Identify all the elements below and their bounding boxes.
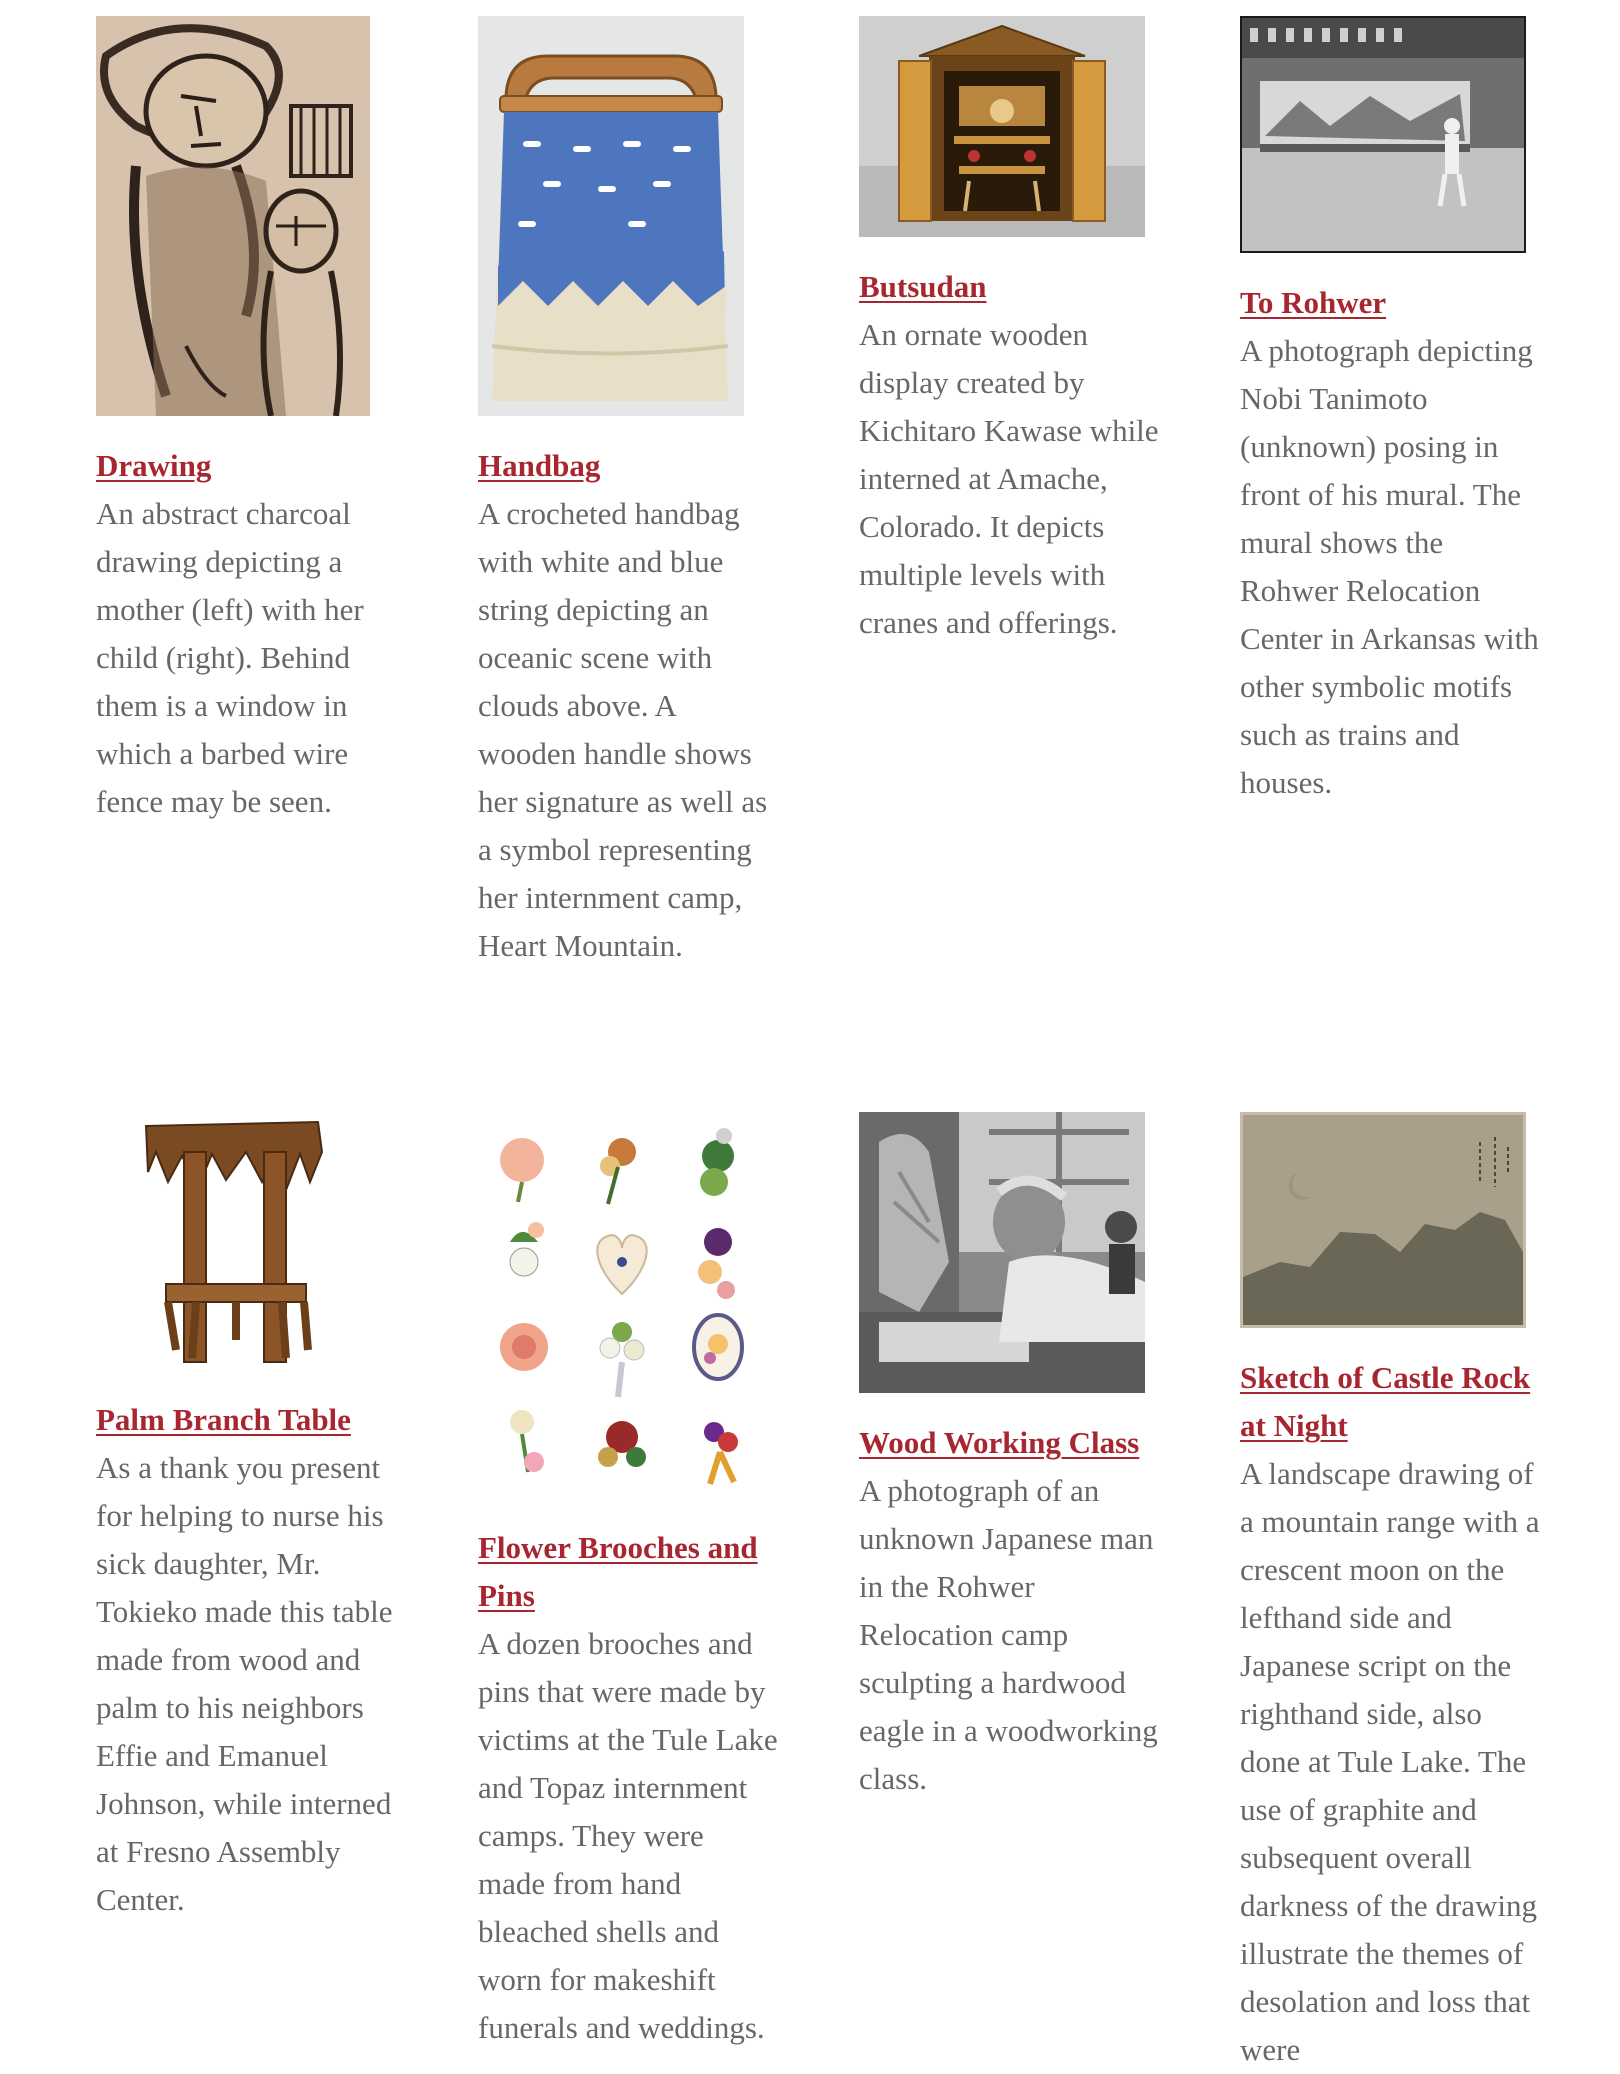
artifact-card-butsudan bbox=[859, 16, 1159, 647]
flower-brooches-image[interactable] bbox=[478, 1112, 764, 1498]
artifact-card-flower-brooches bbox=[478, 1112, 778, 2052]
artifact-card-wood-working-class bbox=[859, 1112, 1159, 1803]
artifact-card-to-rohwer bbox=[1240, 16, 1540, 807]
palm-table-image[interactable] bbox=[96, 1112, 382, 1370]
charcoal-drawing-image[interactable] bbox=[96, 16, 370, 416]
artifact-description: A photograph of an unknown Japanese man in the Rohwer Relocation camp sculpting a hardwood eagle in a woodworking class. bbox=[859, 1473, 1158, 1796]
castle-rock-sketch-image[interactable] bbox=[1240, 1112, 1526, 1328]
woodworking-photo-image[interactable] bbox=[859, 1112, 1145, 1393]
artifact-title-link[interactable]: Butsudan bbox=[859, 269, 987, 304]
artifact-title-link[interactable]: Handbag bbox=[478, 448, 601, 483]
artifact-description: As a thank you present for helping to nurse his sick daughter, Mr. Tokieko made this table made from wood and palm to his neighbors Effie and Emanuel Johnson, while interned at Fresno Assembly Center. bbox=[96, 1450, 393, 1917]
artifact-description: A photograph depicting Nobi Tanimoto (unknown) posing in front of his mural. The mural shows the Rohwer Relocation Center in Arkansas with other symbolic motifs such as trains and houses. bbox=[1240, 333, 1539, 800]
artifact-description: An ornate wooden display created by Kichitaro Kawase while interned at Amache, Colorado. It depicts multiple levels with cranes and offerings. bbox=[859, 317, 1159, 640]
artifact-description: A landscape drawing of a mountain range with a crescent moon on the lefthand side and Japanese script on the righthand side, also done at Tule Lake. The use of graphite and subsequent overall darkness of the drawing illustrate the themes of desolation and loss that were bbox=[1240, 1456, 1540, 2067]
artifact-title-link[interactable]: Flower Brooches and Pins bbox=[478, 1530, 758, 1613]
artifact-description: A crocheted handbag with white and blue string depicting an oceanic scene with clouds above. A wooden handle shows her signature as well as a symbol representing her internment camp, Heart Mountain. bbox=[478, 496, 768, 963]
artifact-title-link[interactable]: To Rohwer bbox=[1240, 285, 1387, 320]
mural-photograph-image[interactable] bbox=[1240, 16, 1526, 253]
butsudan-shrine-image[interactable] bbox=[859, 16, 1145, 237]
crocheted-handbag-image[interactable] bbox=[478, 16, 744, 416]
artifact-card-palm-branch-table bbox=[96, 1112, 396, 1924]
artifact-description: A dozen brooches and pins that were made by victims at the Tule Lake and Topaz internment camps. They were made from hand bleached shells and worn for makeshift funerals and weddings. bbox=[478, 1626, 778, 2045]
artifact-title-link[interactable]: Sketch of Castle Rock at Night bbox=[1240, 1360, 1531, 1443]
artifact-title-link[interactable]: Palm Branch Table bbox=[96, 1402, 351, 1437]
artifact-card-drawing bbox=[96, 16, 396, 826]
artifact-title-link[interactable]: Wood Working Class bbox=[859, 1425, 1140, 1460]
artifact-card-handbag bbox=[478, 16, 778, 970]
artifact-description: An abstract charcoal drawing depicting a mother (left) with her child (right). Behind them is a window in which a barbed wire fence may be seen. bbox=[96, 496, 364, 819]
artifact-title-link[interactable]: Drawing bbox=[96, 448, 212, 483]
artifact-card-castle-rock-sketch bbox=[1240, 1112, 1540, 2074]
